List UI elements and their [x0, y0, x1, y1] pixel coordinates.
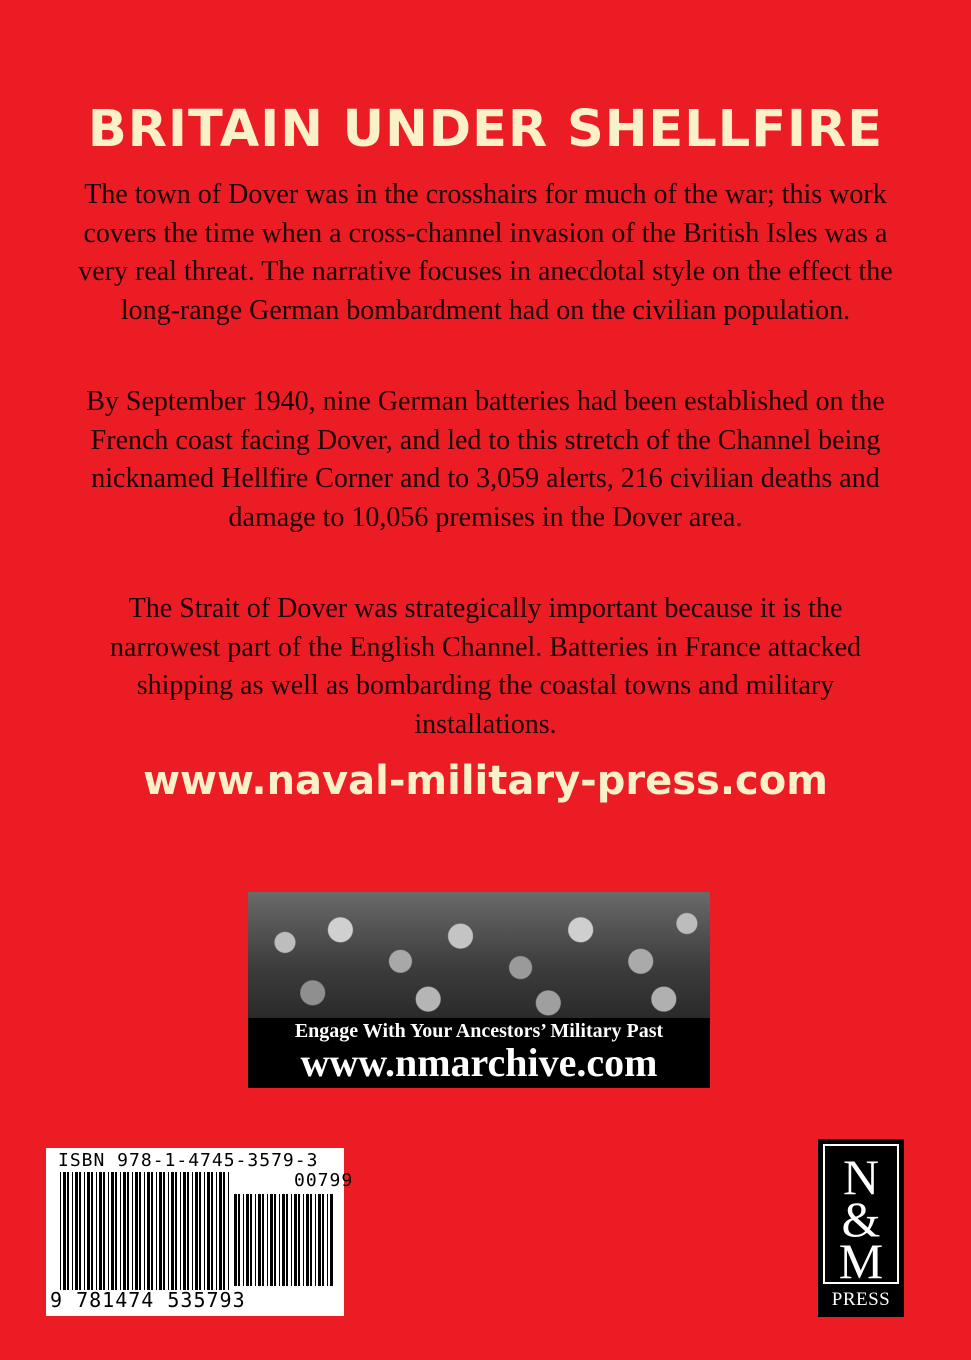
blurb-paragraph-2: By September 1940, nine German batteries had been established on the French coast facing Dover, and led to this stretch of the Channel being nicknamed Hellfire Corner and to 3,059 alerts, 216 civilian deaths and damage to 10,056 premises in the Dover area. — [86, 386, 885, 533]
publisher-url[interactable]: www.naval-military-press.com — [143, 758, 828, 804]
logo-letter-m: M — [838, 1233, 884, 1289]
book-title: BRITAIN UNDER SHELLFIRE — [87, 100, 884, 159]
isbn-barcode — [46, 1148, 354, 1316]
price-code: 00799 — [294, 1170, 354, 1191]
soldiers-photo — [248, 892, 710, 1018]
nmarchive-advert[interactable] — [248, 892, 710, 1088]
barcode-digits: 9 781474 535793 — [50, 1288, 246, 1312]
isbn-label: ISBN 978-1-4745-3579-3 — [58, 1150, 319, 1171]
barcode-bars-icon — [60, 1172, 230, 1290]
advert-url[interactable]: www.nmarchive.com — [300, 1040, 658, 1085]
logo-press-text: PRESS — [831, 1289, 891, 1310]
logo-ampersand: & — [841, 1191, 881, 1247]
nm-press-logo — [818, 1139, 904, 1317]
logo-letter-n: N — [842, 1149, 880, 1205]
logo-frame — [823, 1144, 899, 1289]
blurb-paragraph-3: The Strait of Dover was strategically important because it is the narrowest part of the English Channel. Batteries in France attacked shipping as well as bombarding the coastal towns and military installations. — [109, 593, 862, 740]
blurb-paragraph-1: The town of Dover was in the crosshairs for much of the war; this work covers the time when a cross-channel invasion of the British Isles was a very real threat. The narrative focuses in anecdotal style on the effect the long-range German bombardment had on the civilian population. — [78, 179, 893, 326]
addon-barcode-bars-icon — [234, 1194, 334, 1286]
advert-tagline: Engage With Your Ancestors’ Military Past — [294, 1020, 664, 1042]
